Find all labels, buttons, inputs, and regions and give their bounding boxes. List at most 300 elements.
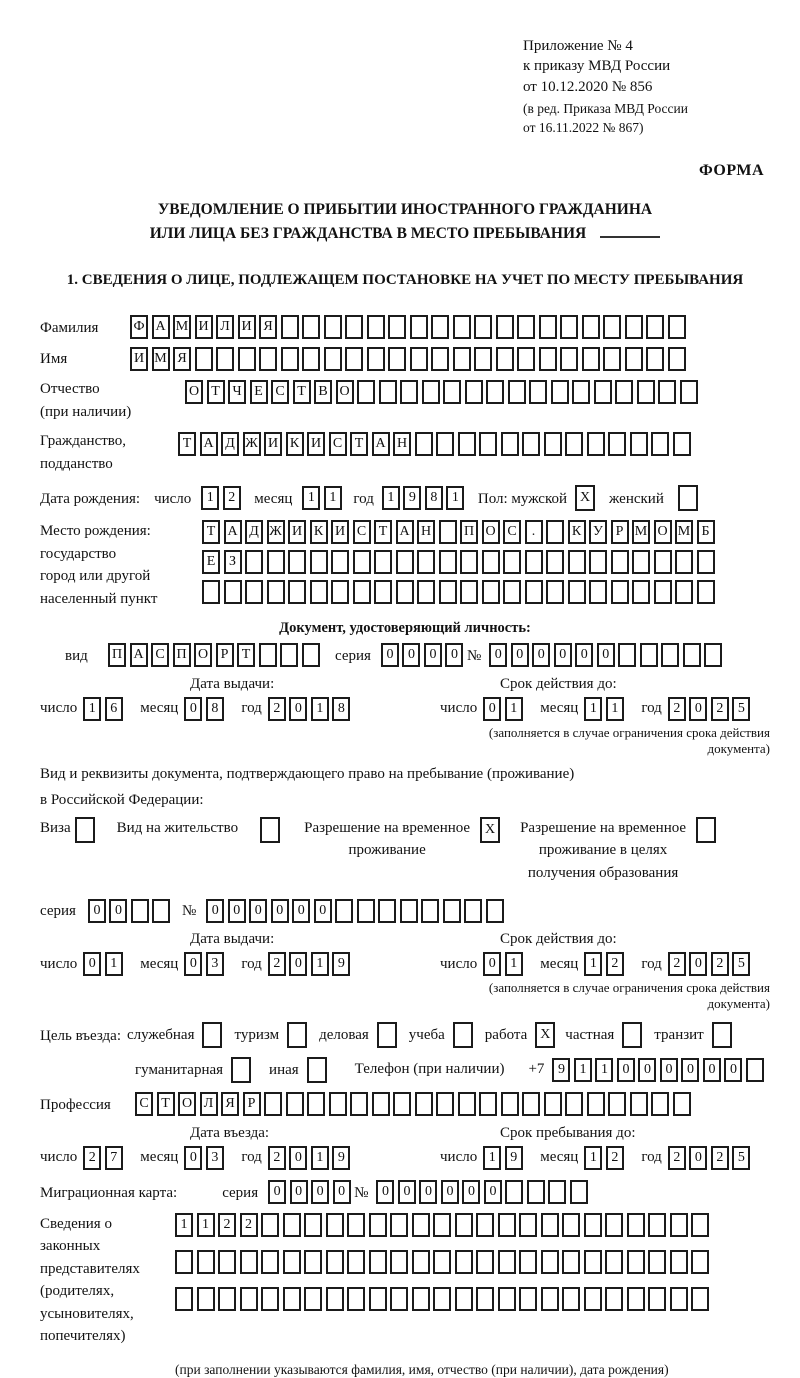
char-cell[interactable]: 3 [206,952,224,976]
char-cell[interactable]: С [353,520,371,544]
char-cell[interactable]: 6 [105,697,123,721]
char-cell[interactable]: 0 [381,643,399,667]
char-cell[interactable] [350,1092,368,1116]
char-cell[interactable] [673,1092,691,1116]
char-cell[interactable] [396,550,414,574]
char-cell[interactable]: 1 [175,1213,193,1237]
char-cell[interactable]: 0 [484,1180,502,1204]
char-cell[interactable] [412,1213,430,1237]
char-cell[interactable]: 9 [403,486,421,510]
char-cell[interactable]: 0 [575,643,593,667]
char-cell[interactable] [675,580,693,604]
char-cell[interactable] [283,1250,301,1274]
char-cell[interactable]: 0 [597,643,615,667]
char-cell[interactable]: А [130,643,148,667]
char-cell[interactable]: 1 [201,486,219,510]
char-cell[interactable]: 0 [402,643,420,667]
char-cell[interactable] [517,347,535,371]
char-cell[interactable]: Т [237,643,255,667]
char-cell[interactable] [439,580,457,604]
temp-residence-edu-checkbox[interactable] [696,817,716,843]
char-cell[interactable] [658,380,676,404]
char-cell[interactable]: 8 [206,697,224,721]
char-cell[interactable]: А [372,432,390,456]
char-cell[interactable] [587,432,605,456]
char-cell[interactable] [539,347,557,371]
guardians-row3-cells[interactable] [175,1287,713,1311]
char-cell[interactable] [661,643,679,667]
purpose-option-checkbox[interactable] [307,1057,327,1083]
char-cell[interactable] [519,1250,537,1274]
char-cell[interactable] [562,1250,580,1274]
char-cell[interactable] [460,580,478,604]
char-cell[interactable]: Т [178,432,196,456]
char-cell[interactable]: О [185,380,203,404]
char-cell[interactable]: 2 [268,1146,286,1170]
char-cell[interactable] [746,1058,764,1082]
char-cell[interactable] [632,580,650,604]
char-cell[interactable] [197,1250,215,1274]
char-cell[interactable]: С [329,432,347,456]
char-cell[interactable]: 1 [505,952,523,976]
char-cell[interactable]: 0 [88,899,106,923]
stay-doc-issue-month-cells[interactable] [184,952,227,976]
char-cell[interactable] [439,520,457,544]
char-cell[interactable] [353,550,371,574]
char-cell[interactable]: 0 [681,1058,699,1082]
char-cell[interactable] [304,1287,322,1311]
char-cell[interactable] [357,380,375,404]
char-cell[interactable] [498,1287,516,1311]
char-cell[interactable]: Л [200,1092,218,1116]
char-cell[interactable]: 2 [223,486,241,510]
char-cell[interactable] [562,1213,580,1237]
char-cell[interactable] [374,580,392,604]
char-cell[interactable] [541,1250,559,1274]
char-cell[interactable] [410,315,428,339]
char-cell[interactable]: Р [243,1092,261,1116]
char-cell[interactable]: 8 [425,486,443,510]
char-cell[interactable]: И [307,432,325,456]
char-cell[interactable]: О [654,520,672,544]
char-cell[interactable]: И [238,315,256,339]
char-cell[interactable] [388,315,406,339]
char-cell[interactable]: Д [245,520,263,544]
char-cell[interactable] [482,550,500,574]
char-cell[interactable] [496,347,514,371]
char-cell[interactable] [654,580,672,604]
char-cell[interactable]: 0 [271,899,289,923]
sex-female-checkbox[interactable] [678,485,698,511]
char-cell[interactable] [683,643,701,667]
char-cell[interactable]: 1 [302,486,320,510]
char-cell[interactable] [646,315,664,339]
identity-doc-issue-month-cells[interactable] [184,697,227,721]
char-cell[interactable] [539,315,557,339]
char-cell[interactable]: 2 [606,952,624,976]
char-cell[interactable]: 0 [376,1180,394,1204]
char-cell[interactable]: М [632,520,650,544]
char-cell[interactable]: Т [207,380,225,404]
char-cell[interactable]: А [200,432,218,456]
char-cell[interactable] [568,550,586,574]
char-cell[interactable] [464,899,482,923]
char-cell[interactable] [519,1213,537,1237]
char-cell[interactable] [410,347,428,371]
char-cell[interactable] [367,315,385,339]
char-cell[interactable] [675,550,693,574]
char-cell[interactable] [680,380,698,404]
char-cell[interactable] [486,899,504,923]
char-cell[interactable]: Ж [243,432,261,456]
char-cell[interactable]: О [482,520,500,544]
char-cell[interactable] [347,1213,365,1237]
char-cell[interactable] [627,1287,645,1311]
patronymic-cells[interactable] [185,380,701,404]
char-cell[interactable]: 1 [584,697,602,721]
char-cell[interactable] [302,315,320,339]
char-cell[interactable]: И [195,315,213,339]
entry-date-year-cells[interactable] [268,1146,354,1170]
char-cell[interactable] [551,380,569,404]
char-cell[interactable] [369,1250,387,1274]
char-cell[interactable] [527,1180,545,1204]
char-cell[interactable] [280,643,298,667]
char-cell[interactable]: 0 [311,1180,329,1204]
char-cell[interactable] [522,1092,540,1116]
char-cell[interactable] [460,550,478,574]
char-cell[interactable] [589,550,607,574]
char-cell[interactable]: Ч [228,380,246,404]
stay-doc-issue-day-cells[interactable] [83,952,126,976]
char-cell[interactable] [417,580,435,604]
char-cell[interactable] [453,315,471,339]
char-cell[interactable] [546,520,564,544]
char-cell[interactable]: О [178,1092,196,1116]
entry-date-month-cells[interactable] [184,1146,227,1170]
char-cell[interactable] [331,550,349,574]
char-cell[interactable]: П [173,643,191,667]
char-cell[interactable]: . [525,520,543,544]
stay-until-day-cells[interactable] [483,1146,526,1170]
char-cell[interactable]: 2 [268,952,286,976]
char-cell[interactable]: Д [221,432,239,456]
char-cell[interactable] [390,1213,408,1237]
char-cell[interactable] [224,580,242,604]
char-cell[interactable]: Я [221,1092,239,1116]
char-cell[interactable] [529,380,547,404]
guardians-row1-cells[interactable] [175,1213,713,1237]
char-cell[interactable] [281,347,299,371]
birthplace-row2-cells[interactable] [202,550,718,574]
char-cell[interactable] [367,347,385,371]
char-cell[interactable] [415,432,433,456]
char-cell[interactable] [412,1250,430,1274]
char-cell[interactable]: 0 [206,899,224,923]
birthdate-month-cells[interactable] [302,486,345,510]
char-cell[interactable]: И [331,520,349,544]
char-cell[interactable] [615,380,633,404]
char-cell[interactable] [691,1287,709,1311]
char-cell[interactable] [369,1287,387,1311]
purpose-option-checkbox[interactable] [377,1022,397,1048]
char-cell[interactable]: 0 [703,1058,721,1082]
char-cell[interactable] [324,347,342,371]
char-cell[interactable]: С [503,520,521,544]
char-cell[interactable]: 0 [638,1058,656,1082]
char-cell[interactable]: 0 [489,643,507,667]
char-cell[interactable] [630,432,648,456]
char-cell[interactable] [562,1287,580,1311]
char-cell[interactable] [697,550,715,574]
char-cell[interactable] [704,643,722,667]
char-cell[interactable] [455,1250,473,1274]
char-cell[interactable] [691,1250,709,1274]
char-cell[interactable] [393,1092,411,1116]
char-cell[interactable] [587,1092,605,1116]
char-cell[interactable] [582,347,600,371]
char-cell[interactable]: Р [611,520,629,544]
char-cell[interactable] [648,1287,666,1311]
birthdate-year-cells[interactable] [382,486,468,510]
char-cell[interactable]: П [460,520,478,544]
char-cell[interactable]: 0 [689,952,707,976]
char-cell[interactable] [618,643,636,667]
char-cell[interactable]: 1 [606,697,624,721]
char-cell[interactable] [245,580,263,604]
char-cell[interactable] [218,1287,236,1311]
char-cell[interactable]: Е [250,380,268,404]
char-cell[interactable]: Б [697,520,715,544]
visa-checkbox[interactable] [75,817,95,843]
char-cell[interactable] [281,315,299,339]
char-cell[interactable]: 8 [332,697,350,721]
char-cell[interactable] [584,1250,602,1274]
char-cell[interactable]: 0 [445,643,463,667]
char-cell[interactable]: 0 [289,1146,307,1170]
char-cell[interactable] [627,1213,645,1237]
char-cell[interactable] [400,899,418,923]
char-cell[interactable]: 1 [197,1213,215,1237]
char-cell[interactable] [412,1287,430,1311]
char-cell[interactable]: З [224,550,242,574]
char-cell[interactable] [608,1092,626,1116]
char-cell[interactable] [505,1180,523,1204]
char-cell[interactable]: 9 [552,1058,570,1082]
char-cell[interactable]: М [173,315,191,339]
char-cell[interactable] [503,580,521,604]
char-cell[interactable]: 1 [382,486,400,510]
temp-residence-checkbox[interactable]: X [480,817,500,843]
char-cell[interactable] [525,580,543,604]
purpose-option-checkbox[interactable] [202,1022,222,1048]
char-cell[interactable] [152,899,170,923]
char-cell[interactable]: 0 [419,1180,437,1204]
char-cell[interactable] [582,315,600,339]
char-cell[interactable] [415,1092,433,1116]
char-cell[interactable] [670,1287,688,1311]
char-cell[interactable] [436,1092,454,1116]
char-cell[interactable] [326,1213,344,1237]
char-cell[interactable] [195,347,213,371]
char-cell[interactable]: 1 [584,952,602,976]
char-cell[interactable] [261,1250,279,1274]
char-cell[interactable] [474,347,492,371]
char-cell[interactable]: Т [157,1092,175,1116]
char-cell[interactable] [417,550,435,574]
char-cell[interactable]: 0 [333,1180,351,1204]
char-cell[interactable] [630,1092,648,1116]
char-cell[interactable] [544,432,562,456]
purpose-option-checkbox[interactable]: X [535,1022,555,1048]
phone-cells[interactable] [552,1058,767,1082]
char-cell[interactable] [486,380,504,404]
char-cell[interactable] [422,380,440,404]
char-cell[interactable]: 1 [574,1058,592,1082]
char-cell[interactable] [605,1213,623,1237]
char-cell[interactable] [286,1092,304,1116]
char-cell[interactable]: Н [417,520,435,544]
name-cells[interactable] [130,347,689,371]
char-cell[interactable]: М [675,520,693,544]
identity-doc-valid-month-cells[interactable] [584,697,627,721]
purpose-option-checkbox[interactable] [453,1022,473,1048]
identity-doc-type-cells[interactable] [108,643,323,667]
char-cell[interactable] [400,380,418,404]
char-cell[interactable]: 2 [668,952,686,976]
char-cell[interactable] [175,1250,193,1274]
char-cell[interactable]: Т [293,380,311,404]
purpose-option-checkbox[interactable] [287,1022,307,1048]
char-cell[interactable] [331,580,349,604]
char-cell[interactable]: 0 [249,899,267,923]
char-cell[interactable] [632,550,650,574]
char-cell[interactable] [238,347,256,371]
identity-doc-valid-year-cells[interactable] [668,697,754,721]
char-cell[interactable] [310,580,328,604]
identity-doc-issue-day-cells[interactable] [83,697,126,721]
char-cell[interactable] [605,1287,623,1311]
char-cell[interactable] [329,1092,347,1116]
char-cell[interactable] [267,580,285,604]
char-cell[interactable]: И [264,432,282,456]
entry-date-day-cells[interactable] [83,1146,126,1170]
char-cell[interactable] [572,380,590,404]
char-cell[interactable] [465,380,483,404]
char-cell[interactable]: 0 [289,697,307,721]
char-cell[interactable]: Н [393,432,411,456]
char-cell[interactable]: 5 [732,697,750,721]
char-cell[interactable] [625,347,643,371]
char-cell[interactable] [357,899,375,923]
char-cell[interactable] [439,550,457,574]
stay-doc-issue-year-cells[interactable] [268,952,354,976]
char-cell[interactable] [697,580,715,604]
char-cell[interactable] [347,1250,365,1274]
purpose-option-checkbox[interactable] [622,1022,642,1048]
char-cell[interactable] [668,347,686,371]
char-cell[interactable] [584,1287,602,1311]
char-cell[interactable] [565,1092,583,1116]
char-cell[interactable]: 0 [511,643,529,667]
char-cell[interactable]: 0 [660,1058,678,1082]
char-cell[interactable] [501,432,519,456]
char-cell[interactable] [431,315,449,339]
char-cell[interactable] [433,1287,451,1311]
char-cell[interactable] [259,643,277,667]
char-cell[interactable]: 0 [184,697,202,721]
char-cell[interactable] [670,1250,688,1274]
char-cell[interactable]: В [314,380,332,404]
char-cell[interactable] [345,315,363,339]
char-cell[interactable]: 0 [83,952,101,976]
migration-card-series-cells[interactable] [268,1180,354,1204]
char-cell[interactable]: 0 [532,643,550,667]
char-cell[interactable]: 0 [398,1180,416,1204]
char-cell[interactable]: 9 [332,952,350,976]
char-cell[interactable]: И [130,347,148,371]
char-cell[interactable] [396,580,414,604]
char-cell[interactable] [390,1287,408,1311]
char-cell[interactable]: 0 [617,1058,635,1082]
char-cell[interactable] [603,347,621,371]
char-cell[interactable] [670,1213,688,1237]
char-cell[interactable] [302,347,320,371]
char-cell[interactable] [568,580,586,604]
char-cell[interactable] [668,315,686,339]
char-cell[interactable]: 1 [311,952,329,976]
char-cell[interactable] [625,315,643,339]
char-cell[interactable] [648,1250,666,1274]
char-cell[interactable] [261,1287,279,1311]
char-cell[interactable]: 0 [483,697,501,721]
char-cell[interactable] [691,1213,709,1237]
char-cell[interactable] [175,1287,193,1311]
char-cell[interactable] [496,315,514,339]
char-cell[interactable] [646,347,664,371]
guardians-row2-cells[interactable] [175,1250,713,1274]
char-cell[interactable]: У [589,520,607,544]
char-cell[interactable] [560,315,578,339]
char-cell[interactable] [240,1250,258,1274]
char-cell[interactable]: 2 [668,697,686,721]
char-cell[interactable] [335,899,353,923]
char-cell[interactable] [648,1213,666,1237]
char-cell[interactable]: Т [202,520,220,544]
char-cell[interactable] [379,380,397,404]
char-cell[interactable]: Т [350,432,368,456]
char-cell[interactable]: Ж [267,520,285,544]
char-cell[interactable] [372,1092,390,1116]
stay-doc-valid-day-cells[interactable] [483,952,526,976]
char-cell[interactable]: 0 [314,899,332,923]
char-cell[interactable] [476,1213,494,1237]
char-cell[interactable] [611,550,629,574]
identity-doc-valid-day-cells[interactable] [483,697,526,721]
identity-doc-issue-year-cells[interactable] [268,697,354,721]
char-cell[interactable]: 2 [240,1213,258,1237]
char-cell[interactable] [261,1213,279,1237]
char-cell[interactable] [374,550,392,574]
char-cell[interactable]: Р [216,643,234,667]
char-cell[interactable]: 0 [290,1180,308,1204]
char-cell[interactable]: Л [216,315,234,339]
char-cell[interactable] [627,1250,645,1274]
char-cell[interactable]: А [152,315,170,339]
char-cell[interactable] [433,1250,451,1274]
char-cell[interactable] [603,315,621,339]
char-cell[interactable] [608,432,626,456]
